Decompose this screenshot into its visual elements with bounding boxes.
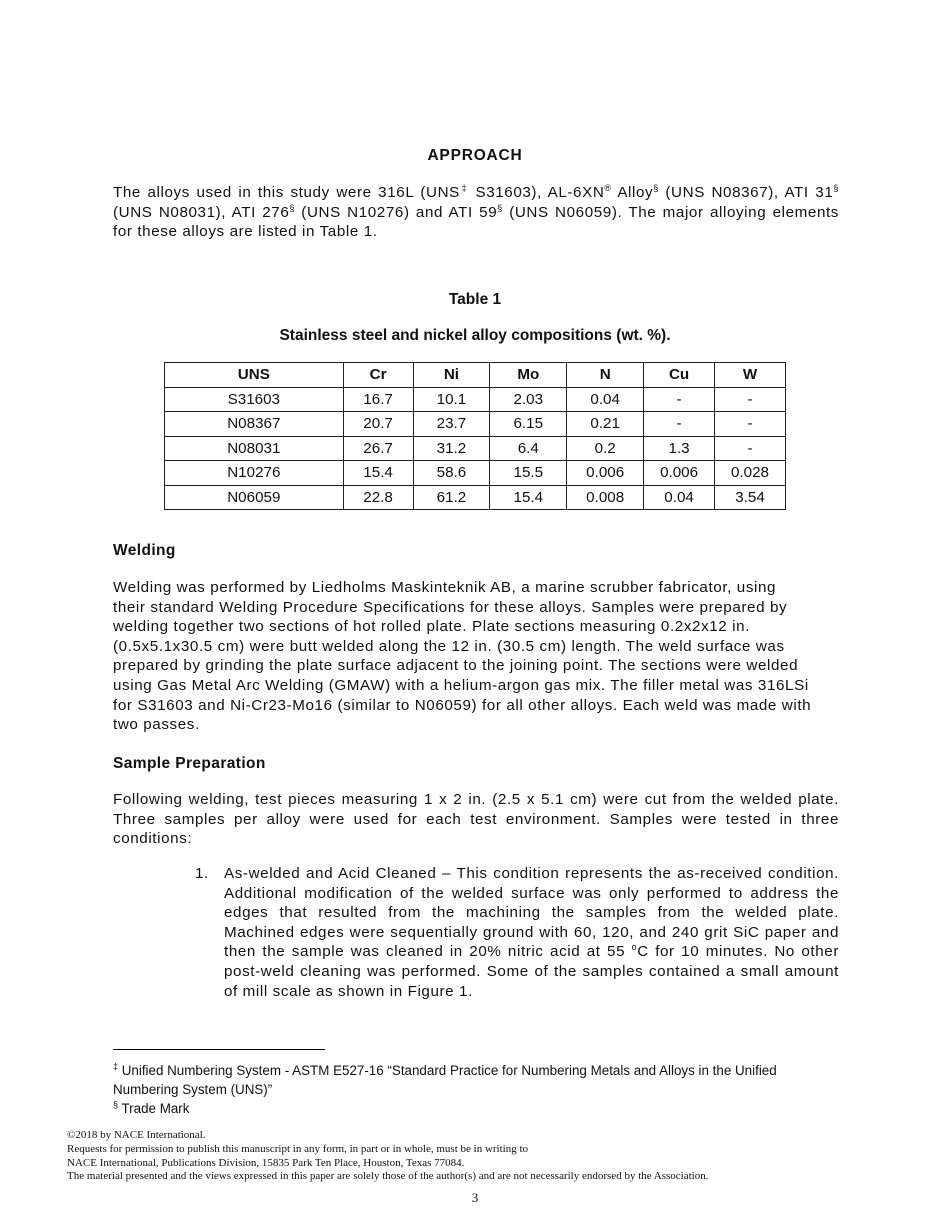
section-heading-sample-preparation: Sample Preparation xyxy=(113,755,266,772)
copyright-notice xyxy=(67,1129,887,1184)
table-cell: 10.1 xyxy=(413,387,490,412)
text-line: two passes. xyxy=(113,716,200,734)
footnote-trademark: § Trade Mark xyxy=(113,1099,190,1116)
text-line: (0.5x5.1x30.5 cm) were butt welded along the 12 in. (30.5 cm) length. The weld surface was xyxy=(113,637,785,655)
col-header-uns: UNS xyxy=(165,363,344,388)
table-cell: 58.6 xyxy=(413,461,490,486)
table-title: Stainless steel and nickel alloy compositions (wt. %). xyxy=(279,327,671,344)
table-cell: 61.2 xyxy=(413,485,490,510)
table-cell: 0.028 xyxy=(715,461,786,486)
table-cell: 31.2 xyxy=(413,436,490,461)
col-header-mo: Mo xyxy=(490,363,567,388)
table-row xyxy=(165,485,786,510)
table-cell: - xyxy=(715,387,786,412)
table-cell: 6.4 xyxy=(490,436,567,461)
table-cell: 20.7 xyxy=(343,412,413,437)
table-cell: N08367 xyxy=(165,412,344,437)
table-cell: - xyxy=(715,412,786,437)
text-line: Welding was performed by Liedholms Maskinteknik AB, a marine scrubber fabricator, using xyxy=(113,579,777,596)
footnote-divider xyxy=(113,1049,325,1050)
table-row xyxy=(165,436,786,461)
table-cell: S31603 xyxy=(165,387,344,412)
table-cell: 0.006 xyxy=(644,461,715,486)
table-cell: 6.15 xyxy=(490,412,567,437)
table-cell: 15.4 xyxy=(343,461,413,486)
table-cell: 3.54 xyxy=(715,485,786,510)
list-item-number: 1. xyxy=(195,865,209,882)
col-header-ni: Ni xyxy=(413,363,490,388)
welding-paragraph xyxy=(113,578,839,735)
table-cell: 0.21 xyxy=(567,412,644,437)
table-cell: 26.7 xyxy=(343,436,413,461)
condition-list-item xyxy=(195,864,839,1001)
table-cell: - xyxy=(715,436,786,461)
list-item-text: As-welded and Acid Cleaned – This condition represents the as-received condition. Additional modification of the welded surface was only performed to address the edges that resulted from the machining the samples from the welded plate. Machined edges were sequentially ground with 60, 120, and 240 grit SiC paper and then the sample was cleaned in 20% nitric acid at 55 $^o$C for 10 minutes. No other post-weld cleaning was performed. Some of the samples contained a small amount of mill scale as shown in Figure 1. xyxy=(224,865,839,1000)
table-cell: 0.008 xyxy=(567,485,644,510)
copyright-line: Requests for permission to publish this manuscript in any form, in part or in whole, must be in writing to xyxy=(67,1142,529,1155)
col-header-w: W xyxy=(715,363,786,388)
section-heading-approach: APPROACH xyxy=(427,147,523,164)
table-cell: 0.2 xyxy=(567,436,644,461)
table-cell: N08031 xyxy=(165,436,344,461)
page-number: 3 xyxy=(471,1190,479,1205)
table-cell: 0.04 xyxy=(644,485,715,510)
sample-prep-paragraph: Following welding, test pieces measuring 1 x 2 in. (2.5 x 5.1 cm) were cut from the welded plate. Three samples per alloy were used for each test environment. Samples were tested in three conditions: xyxy=(113,791,839,848)
table-row xyxy=(165,387,786,412)
copyright-line: ©2018 by NACE International. xyxy=(67,1129,206,1141)
section-heading-welding: Welding xyxy=(113,542,176,559)
text-line: their standard Welding Procedure Specifications for these alloys. Samples were prepared by xyxy=(113,598,788,616)
table-cell: 1.3 xyxy=(644,436,715,461)
table-header-row xyxy=(165,363,786,388)
table-cell: 16.7 xyxy=(343,387,413,412)
table-cell: 0.006 xyxy=(567,461,644,486)
composition-table xyxy=(164,362,786,510)
table-cell: 23.7 xyxy=(413,412,490,437)
col-header-cr: Cr xyxy=(343,363,413,388)
table-cell: 0.04 xyxy=(567,387,644,412)
table-caption: Table 1 xyxy=(448,291,502,308)
text-line: using Gas Metal Arc Welding (GMAW) with a helium-argon gas mix. The filler metal was 316LSi xyxy=(113,676,809,694)
text-line: prepared by grinding the plate surface adjacent to the joining point. The sections were welded xyxy=(113,657,799,675)
table-cell: - xyxy=(644,412,715,437)
copyright-line: The material presented and the views expressed in this paper are solely those of the author(s) and are not necessarily endorsed by the Association. xyxy=(67,1170,709,1183)
table-cell: 22.8 xyxy=(343,485,413,510)
col-header-n: N xyxy=(567,363,644,388)
footnotes xyxy=(113,1061,843,1118)
table-cell: N06059 xyxy=(165,485,344,510)
table-row xyxy=(165,412,786,437)
table-cell: 15.4 xyxy=(490,485,567,510)
text-line: for S31603 and Ni-Cr23-Mo16 (similar to N06059) for all other alloys. Each weld was made with xyxy=(113,696,812,714)
text-line: welding together two sections of hot rolled plate. Plate sections measuring 0.2x2x12 in. xyxy=(113,618,751,636)
copyright-line: NACE International, Publications Division, 15835 Park Ten Place, Houston, Texas 77084. xyxy=(67,1156,465,1169)
table-cell: 2.03 xyxy=(490,387,567,412)
table-cell: 15.5 xyxy=(490,461,567,486)
footnote-uns: ‡ Unified Numbering System - ASTM E527-16 “Standard Practice for Numbering Metals and Alloys in the Unified Numbering System (UNS)” xyxy=(113,1061,777,1097)
table-row xyxy=(165,461,786,486)
table-cell: N10276 xyxy=(165,461,344,486)
col-header-cu: Cu xyxy=(644,363,715,388)
intro-paragraph: The alloys used in this study were 316L (UNS‡ S31603), AL-6XN® Alloy§ (UNS N08367), ATI 31§ (UNS N08031), ATI 276§ (UNS N10276) and ATI 59§ (UNS N06059). The major alloying elements for these alloys are listed in Table 1. xyxy=(113,182,839,241)
table-cell: - xyxy=(644,387,715,412)
